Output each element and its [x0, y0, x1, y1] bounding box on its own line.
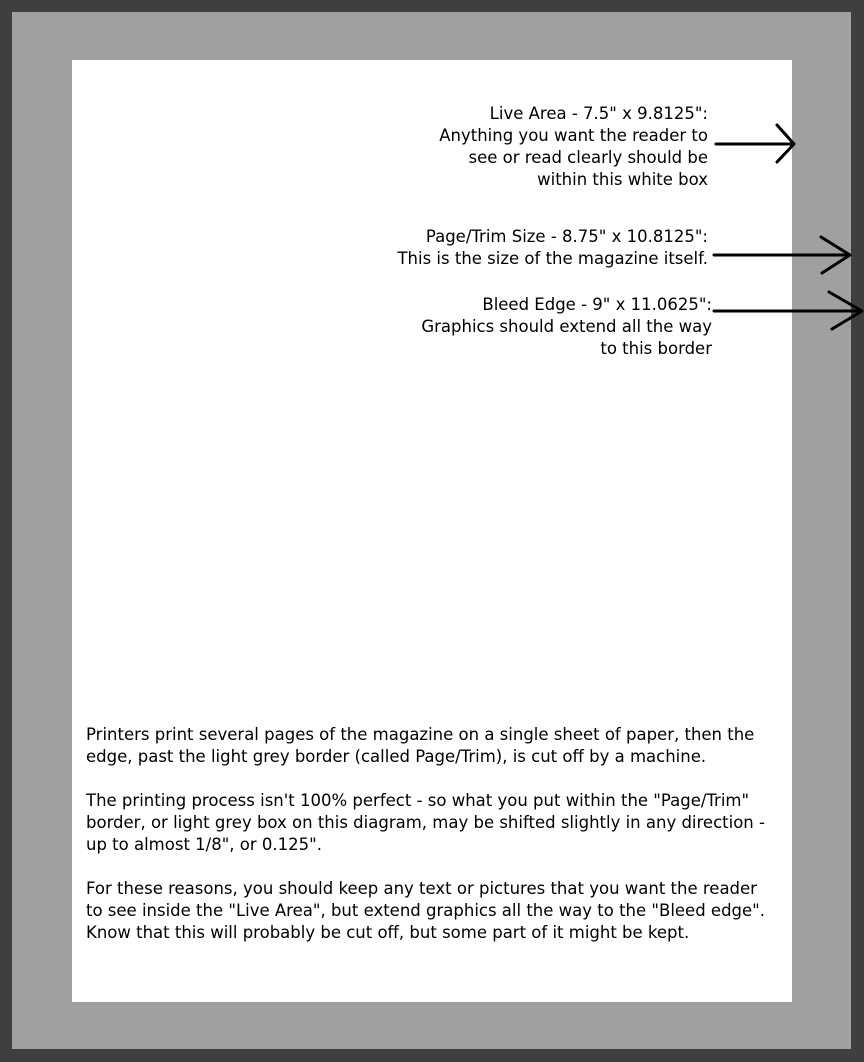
live-area-label: [439, 103, 708, 191]
paragraph-reasons: For these reasons, you should keep any text or pictures that you want the reader to see inside the "Live Area", but extend graphics all the way to the "Bleed edge". Know that this will probably be cut off, but some part of it might be kept.: [86, 879, 766, 942]
bleed-edge-label: [421, 294, 712, 360]
live-area-title: Live Area - 7.5" x 9.8125":: [489, 104, 708, 123]
page-trim-label: [397, 226, 708, 270]
explanation-text: [86, 724, 776, 944]
live-area-desc-line: see or read clearly should be: [468, 148, 708, 167]
page-trim-desc-line: This is the size of the magazine itself.: [397, 249, 708, 268]
live-area-desc-line: within this white box: [537, 170, 708, 189]
bleed-edge-desc-line: to this border: [600, 339, 712, 358]
paragraph-shift: The printing process isn't 100% perfect - so what you put within the "Page/Trim" border, or light grey box on this diagram, may be shifted slightly in any direction - up to almost 1/8", or 0.125".: [86, 791, 765, 854]
page-trim-title: Page/Trim Size - 8.75" x 10.8125":: [425, 227, 708, 246]
bleed-edge-desc-line: Graphics should extend all the way: [421, 317, 712, 336]
bleed-edge-title: Bleed Edge - 9" x 11.0625":: [482, 295, 712, 314]
paragraph-printing: Printers print several pages of the magazine on a single sheet of paper, then the edge, past the light grey border (called Page/Trim), is cut off by a machine.: [86, 725, 755, 766]
live-area-desc-line: Anything you want the reader to: [439, 126, 708, 145]
